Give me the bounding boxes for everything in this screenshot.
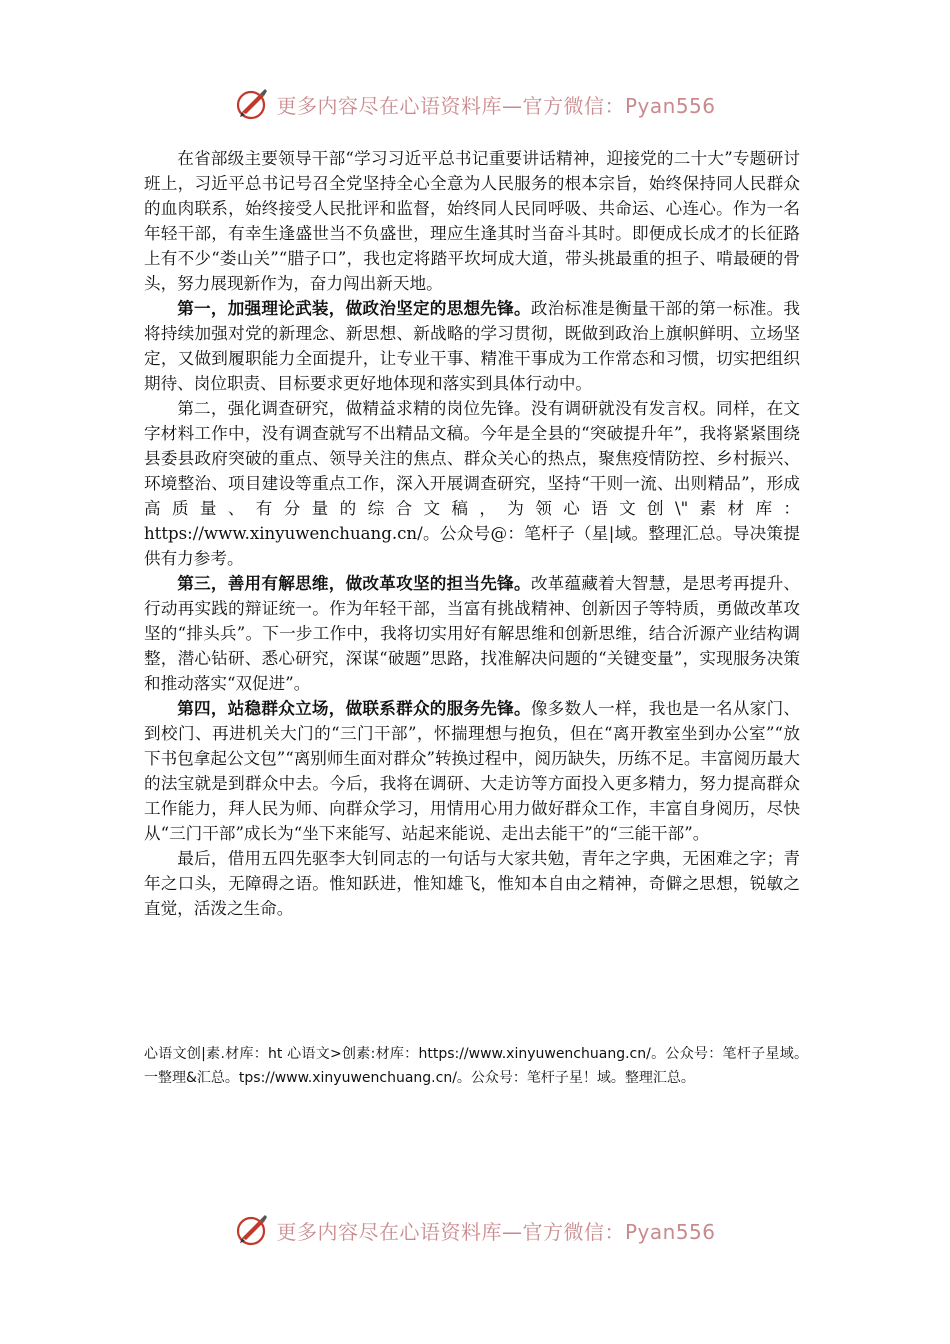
paragraph-heading: 第四，站稳群众立场，做联系群众的服务先锋。 xyxy=(177,698,531,718)
paragraph-fourth: 第四，站稳群众立场，做联系群众的服务先锋。像多数人一样，我也是一名从家门、到校门、再进机关大门的“三门干部”，怀揣理想与抱负，但在“离开教室坐到办公室”“放下书包拿起公文包”“离别师生面对群众”转换过程中，阅历缺失，历练不足。丰富阅历最大的法宝就是到群众中去。今后，我将在调研、大走访等方面投入更多精力，努力提高群众工作能力，拜人民为师、向群众学习，用情用心用力做好群众工作，丰富自身阅历，尽快从“三门干部”成长为“坐下来能写、站起来能说、走出去能干”的“三能干部”。 xyxy=(144,698,801,843)
paragraph-first: 第一，加强理论武装，做政治坚定的思想先锋。政治标准是衡量干部的第一标准。我将持续加强对党的新理念、新思想、新战略的学习贯彻，既做到政治上旗帜鲜明、立场坚定，又做到履职能力全面提升，让专业干事、精准干事成为工作常态和习惯，切实把组织期待、岗位职责、目标要求更好地体现和落实到具体行动中。 xyxy=(144,298,801,393)
header-wechat-id: Pyan556 xyxy=(624,93,716,118)
paragraph-closing: 最后，借用五四先驱李大钊同志的一句话与大家共勉，青年之字典，无困难之字；青年之口头，无障碍之语。惟知跃进，惟知雄飞，惟知本自由之精神，奇僻之思想，锐敏之直觉，活泼之生命。 xyxy=(144,849,800,918)
footer-banner-text: 更多内容尽在心语资料库—官方微信：Pyan556 xyxy=(276,1219,716,1244)
paragraph-heading: 第三，善用有解思维，做改革攻坚的担当先锋。 xyxy=(177,573,531,593)
paragraph-heading: 第一，加强理论武装，做政治坚定的思想先锋。 xyxy=(177,298,531,318)
footer-wechat-id: Pyan556 xyxy=(624,1219,716,1244)
paragraph-second: 第二，强化调查研究，做精益求精的岗位先锋。没有调研就没有发言权。同样，在文字材料工作中，没有调查就写不出精品文稿。今年是全县的“突破提升年”，我将紧紧围绕县委县政府突破的重点、领导关注的焦点、群众关心的热点，聚焦疫情防控、乡村振兴、环境整治、项目建设等重点工作，深入开展调查研究，坚持“干则一流、出则精品”，形成高质量、有分量的综合文稿，为领心语文创\"素材库：https://www.xinyuwenchuang.cn/。公众号@：笔杆子（星|域。整理汇总。导决策提供有力参考。 xyxy=(144,399,800,568)
paragraph-intro: 在省部级主要领导干部“学习习近平总书记重要讲话精神，迎接党的二十大”专题研讨班上，习近平总书记号召全党坚持全心全意为人民服务的根本宗旨，始终保持同人民群众的血肉联系，始终接受人民批评和监督，始终同人民同呼吸、共命运、心连心。作为一名年轻干部，有幸生逢盛世当不负盛世，理应生逢其时当奋斗其时。即便成长成才的长征路上有不少“娄山关”“腊子口”，我也定将踏平坎坷成大道，带头挑最重的担子、啃最硬的骨头，努力展现新作为，奋力闯出新天地。 xyxy=(144,149,800,293)
pen-logo-icon xyxy=(234,1212,270,1248)
footer-banner xyxy=(0,1210,950,1250)
source-footnote: 心语文创|素.材库：ht 心语文>创素:材库：https://www.xinyuwenchuang.cn/。公众号：笔杆子星域。一整理&汇总。tps://www.xinyuwenchuang.cn/。公众号：笔杆子星！域。整理汇总。 xyxy=(144,1046,808,1086)
article-body xyxy=(144,146,800,921)
paragraph-third: 第三，善用有解思维，做改革攻坚的担当先锋。改革蕴藏着大智慧，是思考再提升、行动再实践的辩证统一。作为年轻干部，当富有挑战精神、创新因子等特质，勇做改革攻坚的“排头兵”。下一步工作中，我将切实用好有解思维和创新思维，结合沂源产业结构调整，潜心钻研、悉心研究，深谋“破题”思路，找准解决问题的“关键变量”，实现服务决策和推动落实“双促进”。 xyxy=(144,573,801,693)
header-banner xyxy=(0,84,950,124)
header-banner-text: 更多内容尽在心语资料库—官方微信：Pyan556 xyxy=(276,93,716,118)
pen-logo-icon xyxy=(234,86,270,122)
